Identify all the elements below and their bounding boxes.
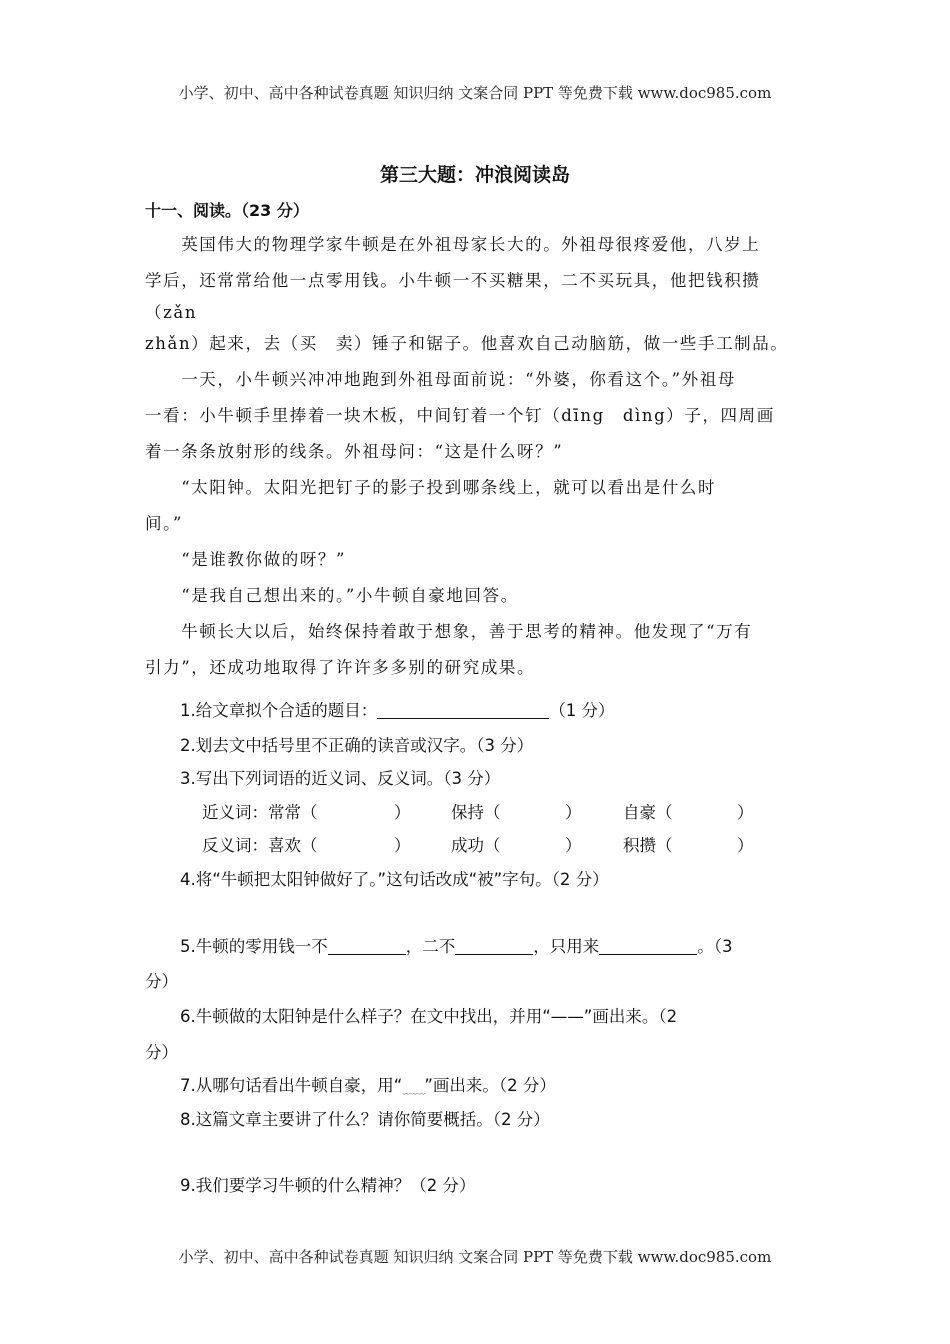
- question-3: 3.写出下列词语的近义词、反义词。（3 分）: [180, 769, 501, 788]
- section-title: 第三大题：冲浪阅读岛: [379, 164, 570, 186]
- question-6-cont: 分）: [145, 1043, 178, 1062]
- question-8: 8.这篇文章主要讲了什么？请你简要概括。（2 分）: [180, 1110, 550, 1129]
- question-6: 6.牛顿做的太阳钟是什么样子？在文中找出，并用“——”画出来。（2: [180, 1007, 678, 1026]
- question-7: 7.从哪句话看出牛顿自豪，用“﹏﹏”画出来。（2 分）: [180, 1076, 556, 1096]
- antonym-xihuan[interactable]: 反义词：喜欢（: [202, 836, 318, 855]
- passage-line: 牛顿长大以后，始终保持着敢于想象，善于思考的精神。他发现了“万有: [145, 622, 753, 641]
- close-paren: ）: [737, 803, 754, 822]
- passage-line: 一看：小牛顿手里捧着一块木板，中间钉着一个钉（dīng dìng）子，四周画: [145, 406, 775, 425]
- page-footer: 小学、初中、高中各种试卷真题 知识归纳 文案合同 PPT 等免费下载 www.doc985.com: [178, 1248, 772, 1266]
- antonym-chenggong[interactable]: 成功（: [451, 836, 501, 855]
- question-1-score: （1 分）: [549, 701, 615, 720]
- answer-blank-3[interactable]: [599, 936, 697, 955]
- answer-blank-2[interactable]: [455, 936, 533, 955]
- passage-line: 学后，还常常给他一点零用钱。小牛顿一不买糖果，二不买玩具，他把钱积攒: [145, 271, 761, 290]
- question-5: 5.牛顿的零用钱一不 ，二不 ，只用来 。（3: [180, 937, 733, 956]
- question-4: 4.将“牛顿把太阳钟做好了。”这句话改成“被”字句。（2 分）: [180, 870, 609, 889]
- passage-line: “太阳钟。太阳光把钉子的影子投到哪条线上，就可以看出是什么时: [145, 478, 717, 497]
- passage-line: “是谁教你做的呀？”: [145, 550, 347, 569]
- question-heading: 十一、阅读。（23 分）: [145, 201, 309, 220]
- close-paren: ）: [394, 836, 411, 855]
- question-1: [180, 697, 615, 721]
- passage-line: 间。”: [145, 514, 183, 533]
- question-9: 9.我们要学习牛顿的什么精神？（2 分）: [180, 1176, 476, 1195]
- page-header: 小学、初中、高中各种试卷真题 知识归纳 文案合同 PPT 等免费下载 www.doc985.com: [178, 84, 772, 102]
- passage-line: zhǎn）起来，去（买 卖）锤子和锯子。他喜欢自己动脑筋，做一些手工制品。: [145, 334, 789, 353]
- passage-line: “是我自己想出来的。”小牛顿自豪地回答。: [145, 586, 519, 605]
- reading-passage: [145, 227, 807, 686]
- passage-line: 一天，小牛顿兴冲冲地跑到外祖母面前说：“外婆，你看这个。”外祖母: [145, 370, 737, 389]
- close-paren: ）: [394, 803, 411, 822]
- synonym-zihao[interactable]: 自豪（: [623, 803, 673, 822]
- passage-line: 着一条条放射形的线条。外祖母问：“这是什么呀？”: [145, 442, 564, 461]
- close-paren: ）: [565, 836, 582, 855]
- synonym-changchang[interactable]: 近义词：常常（: [202, 803, 318, 822]
- passage-line: 英国伟大的物理学家牛顿是在外祖母家长大的。外祖母很疼爱他，八岁上: [145, 235, 761, 254]
- question-1-text: 1.给文章拟个合适的题目：: [180, 701, 378, 720]
- question-2: 2.划去文中括号里不正确的读音或汉字。（3 分）: [180, 736, 534, 755]
- close-paren: ）: [737, 836, 754, 855]
- question-5-cont: 分）: [145, 972, 178, 991]
- answer-blank-1[interactable]: [328, 936, 406, 955]
- antonym-jizan[interactable]: 积攒（: [623, 836, 673, 855]
- synonym-baochi[interactable]: 保持（: [451, 803, 501, 822]
- wavy-underline-icon: ﹏﹏: [402, 1082, 425, 1096]
- passage-line: 引力”，还成功地取得了许许多多别的研究成果。: [145, 658, 536, 677]
- passage-line: （zǎn: [145, 303, 198, 322]
- close-paren: ）: [565, 803, 582, 822]
- title-answer-blank[interactable]: [377, 700, 549, 719]
